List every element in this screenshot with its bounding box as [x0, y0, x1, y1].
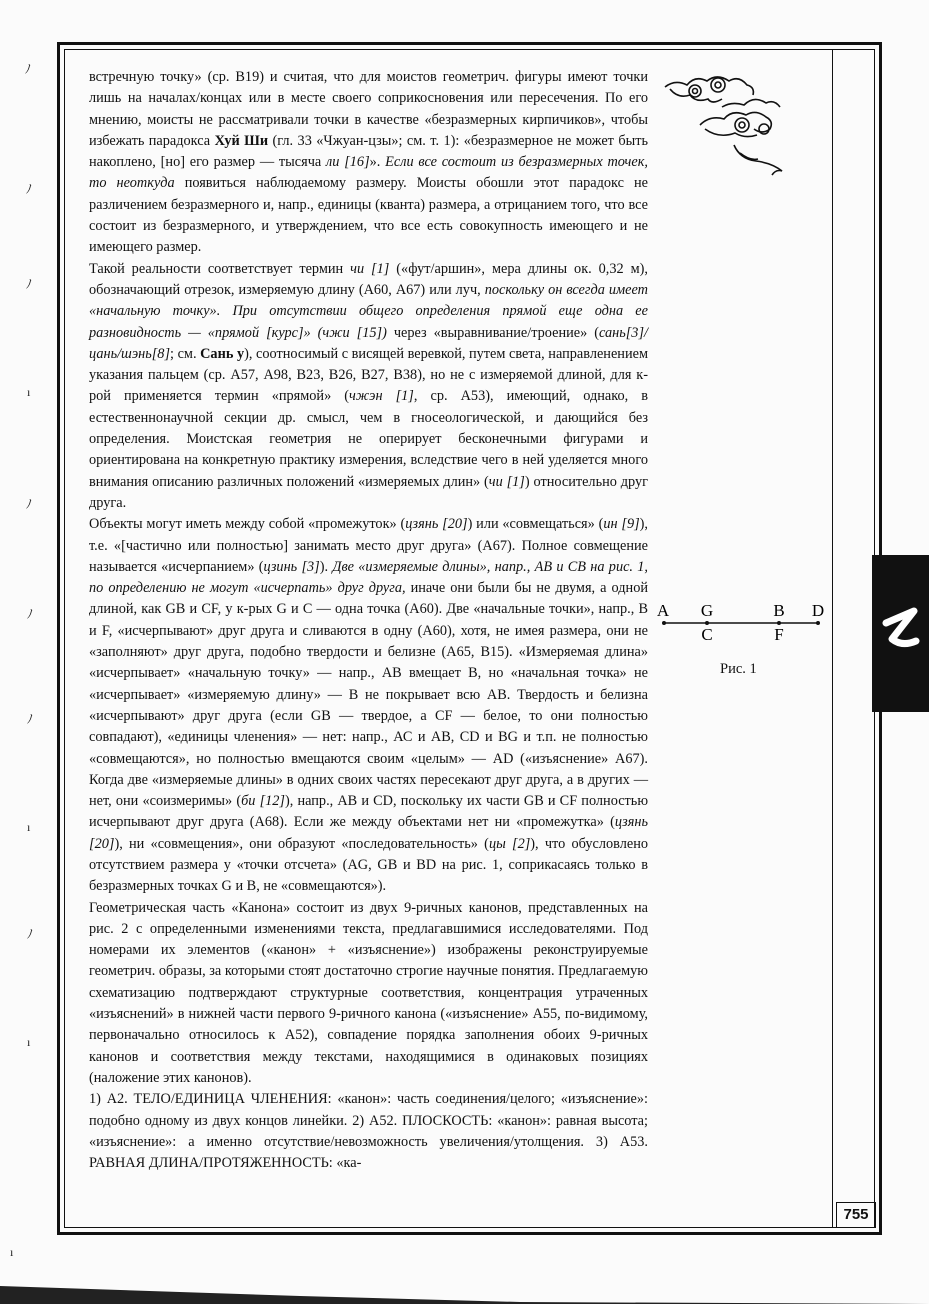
figure-caption: Рис. 1 — [720, 661, 757, 677]
point-a — [662, 621, 666, 625]
label-a: A — [656, 601, 670, 620]
label-b: B — [773, 601, 785, 620]
thumb-index-tab — [872, 555, 929, 712]
page-number: 755 — [836, 1202, 876, 1228]
paragraph-1: встречную точку» (ср. В19) и считая, что для моистов геометрич. фигуры имеют точки лишь на началах/концах или в месте своего соприкосновения или пересечения. По его мнению, моисты не рассматривали точки в качестве «безразмерных кирпичиков», чтобы избежать парадокса Хуй Ши (гл. 33 «Чжуан-цзы»; см. т. 1): «безразмерное не может быть накоплено, [но] его размер — тысяча ли [16]». Если все состоит из безразмерных точек, то неоткуда появиться наблюдаемому размеру. Моисты обошли этот парадокс не различением безразмерного и, напр., единицы (кванта) размера, а отрицанием того, что все состоит из безразмерного, и утверждением, что все есть совокупность имеющего и не имеющего размер. — [89, 69, 648, 256]
paragraph-2: Такой реальности соответствует термин чи [1] («фут/аршин», мера длины ок. 0,32 м), обозначающий отрезок, измеряемую длину (А60, А67) или луч, поскольку он всегда имеет «начальную точку». При отсутствии общего определения прямой еще одна ее разновидность — «прямой [курс]» (чжи [15]) через «выравнивание/троение» (сань[3]/цань/шэнь[8]; см. Сань у), соотносимый с висящей веревкой, путем света, направленением указания пальцем (ср. А57, А98, В23, В26, В27, В38), но не с измеряемой длиной, для к-рой применяется термин «прямой» (чжэн [1], ср. А53), имеющий, однако, в естественнонаучной секции др. смысл, чем в гносеологической, и дающийся без определения. Моистская геометрия не оперирует бесконечными фигурами и ориентирована на конкретную практику измерения, вследствие чего в ней уделяется много внимания описанию различных положений «измеряемых длин» (чи [1]) относительно друг друга. — [89, 260, 649, 511]
scan-bottom-edge — [0, 1282, 929, 1304]
paragraph-3: Объекты могут иметь между собой «промежуток» (цзянь [20]) или «совмещаться» (ин [9]), т.е. «[частично или полностью] занимать место друг друга» (А67). Полное совмещение называется «исчерпанием» (цзинь [3]). Две «измеряемые длины», напр., АВ и СВ на рис. 1, по определению не могут «исчерпать» друг друга, иначе они были бы не двумя, а одной длиной, как GB и CF, у к-рых G и C — одна точка (А60). Две «начальные точки», напр., В и F, «исчерпывают» друг друга и сливаются в одну (А60), хотя, не имея размера, они не «заполняют» друг друга, подобно твердости и белизне (А65, В15). «Измеряемая длина» «исчерпывает» «начальную точку» — напр., АВ вмещает В, но «начальная точка» не «исчерпывает» «измеряемую длину» — В не покрывает всю АВ. Твердость и белизна «исчерпывают» друг друга (если GB — твердое, а CF — белое, то они полностью совпадают), «единицы членения» — нет: напр., АС и АВ, CD и BG и т.п. не полностью «совмещаются», но полностью вмещаются своим «целым» — AD («изъяснение» А67). Когда две «измеряемые длины» в одних своих частях пересекают друг друга, а в других — нет, они «соизмеримы» (би [12]), напр., АВ и CD, поскольку их части GB и CF полностью исчерпывают друг друга (А68). Если же между объектами нет ни «промежутка» (цзянь [20]), ни «совмещения», они образуют «последовательность» (цы [2]), что обусловлено отсутствием размера у «точки отсчета» (AG, GB и BD на рис. 1, соприкасаясь только в безразмерных точках G и В, не «совмещаются»). — [89, 516, 649, 895]
label-d: D — [811, 601, 825, 620]
figure-1-diagram — [650, 595, 835, 650]
label-f: F — [774, 625, 784, 644]
tab-glyph-icon — [872, 555, 929, 712]
cloud-ornament-icon — [660, 67, 790, 187]
main-text — [89, 67, 648, 1174]
point-d — [816, 621, 820, 625]
label-g: G — [700, 601, 714, 620]
paragraph-5: 1) А2. ТЕЛО/ЕДИНИЦА ЧЛЕНЕНИЯ: «канон»: часть соединения/целого; «изъяснение»: подобно одному из двух концов линейки. 2) А52. ПЛОСКОСТЬ: «канон»: равная высота; «изъяснение»: а именно отсутствие/невозможность увеличения/утолщения. 3) А53. РАВНАЯ ДЛИНА/ПРОТЯЖЕННОСТЬ: «ка- — [89, 1091, 648, 1172]
paragraph-4: Геометрическая часть «Канона» состоит из двух 9-ричных канонов, представленных на рис. 2 с определенными изменениями текста, предлагавшимися исследователями. Под номерами их элементов («канон» + «изъяснение») изображены реконструируемые геометрич. образы, за которыми стоят достаточно строгие научные понятия. Предлагаемую схематизацию подтверждают структурные соответствия, концентрация утраченных «изъяснений» в нижней части первого 9-ричного канона («изъяснение» А55, по-видимому, первоначально относилось к А52), совпадение порядка заполнения обоих 9-ричных канонов и соответствия между текстами, находящимися в одинаковых позициях (наложение этих канонов). — [89, 899, 648, 1086]
label-c: C — [701, 625, 713, 644]
